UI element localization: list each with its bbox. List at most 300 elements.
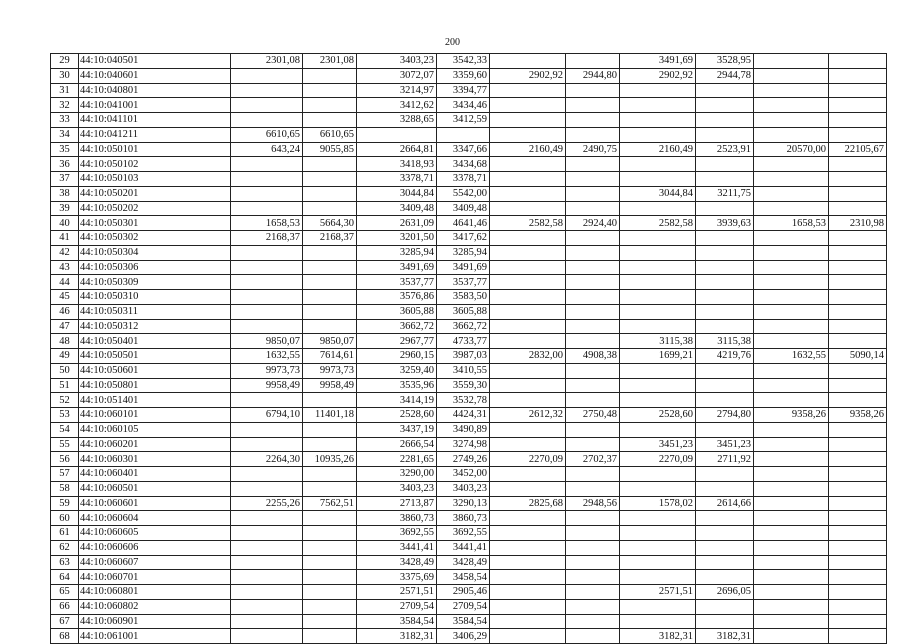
value-cell: 2571,51: [620, 585, 696, 600]
value-cell: 4424,31: [437, 408, 490, 423]
cadastral-code-cell: 44:10:050101: [79, 142, 231, 157]
table-row: [51, 216, 887, 231]
value-cell: [829, 275, 887, 290]
row-number-cell: 30: [51, 68, 79, 83]
value-cell: [490, 422, 566, 437]
row-number-cell: 36: [51, 157, 79, 172]
value-cell: [754, 540, 829, 555]
row-number-cell: 61: [51, 526, 79, 541]
value-cell: 3437,19: [357, 422, 437, 437]
cadastral-code-cell: 44:10:050304: [79, 245, 231, 260]
value-cell: [754, 334, 829, 349]
table-row: [51, 157, 887, 172]
value-cell: 3583,50: [437, 290, 490, 305]
value-cell: [303, 83, 357, 98]
value-cell: [231, 526, 303, 541]
value-cell: 3406,29: [437, 629, 490, 644]
value-cell: 2905,46: [437, 585, 490, 600]
value-cell: [620, 245, 696, 260]
cadastral-code-cell: 44:10:060607: [79, 555, 231, 570]
value-cell: 3491,69: [620, 54, 696, 69]
value-cell: [357, 127, 437, 142]
value-cell: 2832,00: [490, 349, 566, 364]
value-cell: [303, 585, 357, 600]
value-cell: [620, 511, 696, 526]
table-row: [51, 349, 887, 364]
value-cell: [231, 599, 303, 614]
value-cell: [303, 599, 357, 614]
table-row: [51, 467, 887, 482]
value-cell: 7562,51: [303, 496, 357, 511]
value-cell: [829, 127, 887, 142]
value-cell: 9973,73: [231, 363, 303, 378]
value-cell: [303, 467, 357, 482]
value-cell: 3044,84: [357, 186, 437, 201]
cadastral-code-cell: 44:10:060301: [79, 452, 231, 467]
row-number-cell: 64: [51, 570, 79, 585]
value-cell: [696, 614, 754, 629]
cadastral-code-cell: 44:10:050310: [79, 290, 231, 305]
table-row: [51, 68, 887, 83]
value-cell: [754, 614, 829, 629]
row-number-cell: 53: [51, 408, 79, 423]
value-cell: [566, 437, 620, 452]
value-cell: 11401,18: [303, 408, 357, 423]
value-cell: [490, 526, 566, 541]
value-cell: 1699,21: [620, 349, 696, 364]
value-cell: [754, 452, 829, 467]
cadastral-code-cell: 44:10:050202: [79, 201, 231, 216]
value-cell: [490, 304, 566, 319]
value-cell: 3378,71: [357, 172, 437, 187]
value-cell: 3412,62: [357, 98, 437, 113]
value-cell: [696, 231, 754, 246]
value-cell: [696, 157, 754, 172]
value-cell: 3491,69: [357, 260, 437, 275]
value-cell: [566, 555, 620, 570]
value-cell: 3458,54: [437, 570, 490, 585]
value-cell: [696, 481, 754, 496]
value-cell: [829, 290, 887, 305]
value-cell: 2310,98: [829, 216, 887, 231]
value-cell: [566, 231, 620, 246]
value-cell: [829, 614, 887, 629]
value-cell: [829, 481, 887, 496]
row-number-cell: 52: [51, 393, 79, 408]
value-cell: [754, 422, 829, 437]
value-cell: [754, 201, 829, 216]
value-cell: [620, 98, 696, 113]
value-cell: [620, 363, 696, 378]
value-cell: 3288,65: [357, 113, 437, 128]
value-cell: [303, 422, 357, 437]
value-cell: 3451,23: [620, 437, 696, 452]
value-cell: [566, 275, 620, 290]
value-cell: 3542,33: [437, 54, 490, 69]
cadastral-code-cell: 44:10:060105: [79, 422, 231, 437]
table-row: [51, 555, 887, 570]
value-cell: [490, 437, 566, 452]
value-cell: 3434,46: [437, 98, 490, 113]
value-cell: [829, 83, 887, 98]
table-row: [51, 540, 887, 555]
value-cell: [829, 378, 887, 393]
value-cell: [620, 275, 696, 290]
cadastral-code-cell: 44:10:060604: [79, 511, 231, 526]
value-cell: [303, 570, 357, 585]
value-cell: [829, 304, 887, 319]
value-cell: [754, 629, 829, 644]
value-cell: [490, 319, 566, 334]
cadastral-code-cell: 44:10:040501: [79, 54, 231, 69]
value-cell: [490, 570, 566, 585]
value-cell: [566, 363, 620, 378]
value-cell: [754, 83, 829, 98]
value-cell: [231, 555, 303, 570]
table-row: [51, 452, 887, 467]
value-cell: [620, 304, 696, 319]
value-cell: [490, 113, 566, 128]
value-cell: [754, 496, 829, 511]
value-cell: 3182,31: [696, 629, 754, 644]
value-cell: [490, 54, 566, 69]
value-cell: 2612,32: [490, 408, 566, 423]
value-cell: [490, 172, 566, 187]
value-cell: [829, 363, 887, 378]
value-cell: 3409,48: [437, 201, 490, 216]
value-cell: [566, 540, 620, 555]
value-cell: [566, 481, 620, 496]
value-cell: [566, 127, 620, 142]
cadastral-code-cell: 44:10:060605: [79, 526, 231, 541]
value-cell: [303, 290, 357, 305]
cadastral-code-cell: 44:10:050301: [79, 216, 231, 231]
value-cell: [566, 113, 620, 128]
cadastral-code-cell: 44:10:050601: [79, 363, 231, 378]
value-cell: [566, 467, 620, 482]
table-row: [51, 481, 887, 496]
value-cell: [566, 526, 620, 541]
table-row: [51, 290, 887, 305]
value-cell: [829, 629, 887, 644]
value-cell: 5090,14: [829, 349, 887, 364]
value-cell: [829, 231, 887, 246]
value-cell: 2160,49: [620, 142, 696, 157]
table-row: [51, 245, 887, 260]
cadastral-code-cell: 44:10:041101: [79, 113, 231, 128]
value-cell: 2664,81: [357, 142, 437, 157]
value-cell: 9850,07: [303, 334, 357, 349]
value-cell: [566, 319, 620, 334]
value-cell: 5542,00: [437, 186, 490, 201]
value-cell: 4733,77: [437, 334, 490, 349]
value-cell: [231, 201, 303, 216]
value-cell: 3044,84: [620, 186, 696, 201]
value-cell: 2571,51: [357, 585, 437, 600]
value-cell: 2614,66: [696, 496, 754, 511]
value-cell: [566, 334, 620, 349]
row-number-cell: 51: [51, 378, 79, 393]
value-cell: [566, 260, 620, 275]
value-cell: 2750,48: [566, 408, 620, 423]
value-cell: [231, 511, 303, 526]
table-body: [51, 54, 887, 644]
row-number-cell: 43: [51, 260, 79, 275]
value-cell: [231, 275, 303, 290]
value-cell: [696, 511, 754, 526]
value-cell: [231, 319, 303, 334]
table-row: [51, 599, 887, 614]
row-number-cell: 37: [51, 172, 79, 187]
value-cell: [303, 614, 357, 629]
table-row: [51, 186, 887, 201]
value-cell: [490, 260, 566, 275]
value-cell: 3662,72: [357, 319, 437, 334]
value-cell: 4219,76: [696, 349, 754, 364]
table-row: [51, 363, 887, 378]
value-cell: [231, 437, 303, 452]
value-cell: [231, 290, 303, 305]
value-cell: 3441,41: [357, 540, 437, 555]
value-cell: 2528,60: [620, 408, 696, 423]
value-cell: [829, 526, 887, 541]
value-cell: 2270,09: [620, 452, 696, 467]
value-cell: [696, 319, 754, 334]
row-number-cell: 62: [51, 540, 79, 555]
page-number: 200: [445, 37, 460, 48]
row-number-cell: 31: [51, 83, 79, 98]
value-cell: [231, 540, 303, 555]
value-cell: [620, 172, 696, 187]
value-cell: [231, 467, 303, 482]
value-cell: [696, 83, 754, 98]
value-cell: 2709,54: [357, 599, 437, 614]
value-cell: 3528,95: [696, 54, 754, 69]
value-cell: 3412,59: [437, 113, 490, 128]
value-cell: 3378,71: [437, 172, 490, 187]
value-cell: [231, 585, 303, 600]
row-number-cell: 48: [51, 334, 79, 349]
cadastral-code-cell: 44:10:060606: [79, 540, 231, 555]
value-cell: [829, 467, 887, 482]
table-row: [51, 408, 887, 423]
value-cell: [696, 127, 754, 142]
table-row: [51, 201, 887, 216]
value-cell: 2666,54: [357, 437, 437, 452]
value-cell: [754, 304, 829, 319]
value-cell: [696, 570, 754, 585]
value-cell: [303, 437, 357, 452]
value-cell: [303, 540, 357, 555]
value-cell: 2264,30: [231, 452, 303, 467]
value-cell: [231, 393, 303, 408]
value-cell: [620, 526, 696, 541]
value-cell: [231, 157, 303, 172]
value-cell: [829, 540, 887, 555]
value-cell: [696, 113, 754, 128]
value-cell: 9973,73: [303, 363, 357, 378]
value-cell: [566, 304, 620, 319]
value-cell: 9055,85: [303, 142, 357, 157]
value-cell: 3414,19: [357, 393, 437, 408]
value-cell: 2301,08: [303, 54, 357, 69]
value-cell: 3452,00: [437, 467, 490, 482]
value-cell: 2270,09: [490, 452, 566, 467]
value-cell: [620, 467, 696, 482]
cadastral-code-cell: 44:10:050311: [79, 304, 231, 319]
value-cell: 3490,89: [437, 422, 490, 437]
value-cell: [490, 378, 566, 393]
value-cell: [829, 496, 887, 511]
value-cell: 3441,41: [437, 540, 490, 555]
value-cell: [566, 83, 620, 98]
row-number-cell: 34: [51, 127, 79, 142]
cadastral-code-cell: 44:10:060801: [79, 585, 231, 600]
value-cell: 3662,72: [437, 319, 490, 334]
value-cell: [303, 201, 357, 216]
cadastral-code-cell: 44:10:050309: [79, 275, 231, 290]
value-cell: [696, 467, 754, 482]
value-cell: 2696,05: [696, 585, 754, 600]
value-cell: 3359,60: [437, 68, 490, 83]
value-cell: 2631,09: [357, 216, 437, 231]
value-cell: [754, 526, 829, 541]
value-cell: [490, 585, 566, 600]
value-cell: [490, 231, 566, 246]
value-cell: 2825,68: [490, 496, 566, 511]
value-cell: [696, 599, 754, 614]
value-cell: [754, 186, 829, 201]
value-cell: [829, 54, 887, 69]
value-cell: [490, 201, 566, 216]
value-cell: [303, 275, 357, 290]
value-cell: 3290,13: [437, 496, 490, 511]
value-cell: [566, 585, 620, 600]
value-cell: 3537,77: [357, 275, 437, 290]
value-cell: 10935,26: [303, 452, 357, 467]
value-cell: [231, 186, 303, 201]
row-number-cell: 68: [51, 629, 79, 644]
cadastral-code-cell: 44:10:050501: [79, 349, 231, 364]
value-cell: [754, 127, 829, 142]
row-number-cell: 54: [51, 422, 79, 437]
value-cell: [620, 555, 696, 570]
value-cell: [620, 319, 696, 334]
value-cell: 9850,07: [231, 334, 303, 349]
value-cell: [620, 260, 696, 275]
row-number-cell: 59: [51, 496, 79, 511]
value-cell: 1632,55: [754, 349, 829, 364]
value-cell: 3605,88: [437, 304, 490, 319]
value-cell: 3182,31: [357, 629, 437, 644]
value-cell: 3605,88: [357, 304, 437, 319]
value-cell: [566, 98, 620, 113]
value-cell: [829, 113, 887, 128]
value-cell: 3285,94: [437, 245, 490, 260]
value-cell: 1632,55: [231, 349, 303, 364]
cadastral-code-cell: 44:10:060601: [79, 496, 231, 511]
value-cell: 3428,49: [357, 555, 437, 570]
cadastral-code-cell: 44:10:060802: [79, 599, 231, 614]
value-cell: [231, 422, 303, 437]
value-cell: 2711,92: [696, 452, 754, 467]
value-cell: [231, 83, 303, 98]
value-cell: 2902,92: [620, 68, 696, 83]
value-cell: [696, 245, 754, 260]
value-cell: [303, 245, 357, 260]
value-cell: [566, 290, 620, 305]
cadastral-code-cell: 44:10:060701: [79, 570, 231, 585]
value-cell: 2794,80: [696, 408, 754, 423]
value-cell: [620, 614, 696, 629]
value-cell: [490, 127, 566, 142]
value-cell: [754, 599, 829, 614]
value-cell: 3115,38: [696, 334, 754, 349]
value-cell: [490, 629, 566, 644]
value-cell: [754, 172, 829, 187]
value-cell: [829, 511, 887, 526]
value-cell: [620, 127, 696, 142]
value-cell: [490, 334, 566, 349]
table-row: [51, 319, 887, 334]
value-cell: 6610,65: [303, 127, 357, 142]
row-number-cell: 63: [51, 555, 79, 570]
value-cell: [303, 172, 357, 187]
value-cell: [696, 422, 754, 437]
value-cell: 3584,54: [437, 614, 490, 629]
row-number-cell: 66: [51, 599, 79, 614]
value-cell: [231, 304, 303, 319]
value-cell: [696, 304, 754, 319]
cadastral-code-cell: 44:10:050312: [79, 319, 231, 334]
table-row: [51, 54, 887, 69]
value-cell: 3559,30: [437, 378, 490, 393]
table-row: [51, 378, 887, 393]
data-table: [50, 53, 887, 644]
value-cell: [696, 201, 754, 216]
value-cell: [754, 245, 829, 260]
value-cell: 3428,49: [437, 555, 490, 570]
value-cell: 2255,26: [231, 496, 303, 511]
cadastral-code-cell: 44:10:050302: [79, 231, 231, 246]
value-cell: [754, 363, 829, 378]
value-cell: [620, 290, 696, 305]
value-cell: 3939,63: [696, 216, 754, 231]
value-cell: [754, 275, 829, 290]
value-cell: [620, 113, 696, 128]
value-cell: [490, 245, 566, 260]
value-cell: [566, 201, 620, 216]
row-number-cell: 42: [51, 245, 79, 260]
value-cell: [566, 422, 620, 437]
value-cell: [829, 570, 887, 585]
value-cell: [696, 526, 754, 541]
value-cell: 3860,73: [357, 511, 437, 526]
value-cell: [829, 245, 887, 260]
value-cell: [829, 555, 887, 570]
value-cell: [696, 378, 754, 393]
value-cell: [754, 68, 829, 83]
value-cell: [566, 157, 620, 172]
value-cell: [620, 540, 696, 555]
value-cell: [303, 68, 357, 83]
value-cell: 3491,69: [437, 260, 490, 275]
table-row: [51, 142, 887, 157]
value-cell: [620, 231, 696, 246]
value-cell: 3532,78: [437, 393, 490, 408]
value-cell: 2528,60: [357, 408, 437, 423]
value-cell: [696, 540, 754, 555]
